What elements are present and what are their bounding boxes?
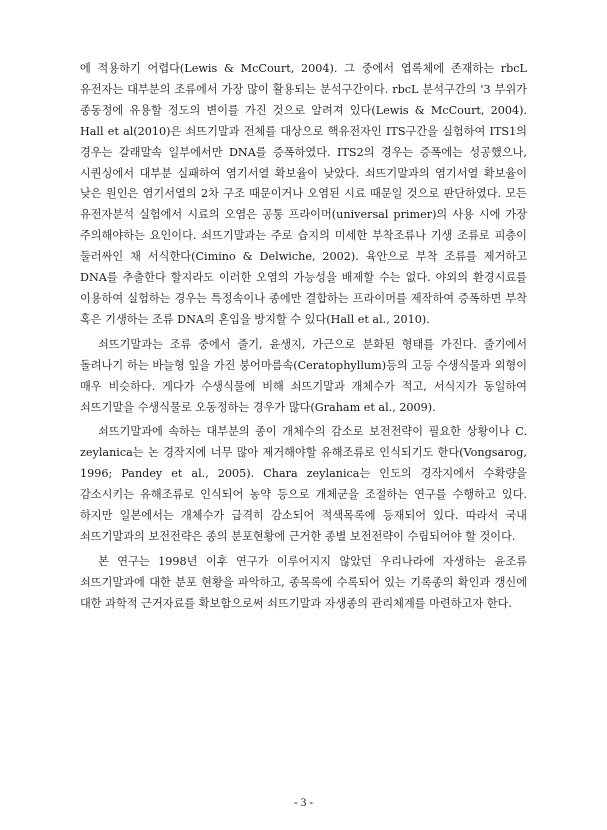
paragraph-2: 쇠뜨기말과는 조류 중에서 줄기, 윤생지, 가근으로 분화된 형태를 가진다. 줄기에서 돌려나기 하는 바늘형 잎을 가진 붕어마름속(Ceratophyllum)등의 고등 수생식물과 외형이 매우 비슷하다. 게다가 수생식물에 비해 쇠뜨기말과 개체수가 적고, 서식지가 동일하여 쇠뜨기말을 수생식물로 오동정하는 경우가 많다(Graham et al., 2009). bbox=[80, 337, 527, 414]
paragraph-1: 에 적용하기 어렵다(Lewis & McCourt, 2004). 그 중에서 엽록체에 존재하는 rbcL 유전자는 대부분의 조류에서 가장 많이 활용되는 분석구간이다. rbcL 분석구간의 '3 부위가 종동정에 유용할 정도의 변이를 가진 것으로 알려져 있다(Lewis & McCourt, 2004). Hall et al(2010)은 쇠뜨기말과 전체를 대상으로 핵유전자인 ITS구간을 실험하여 ITS1의 경우는 갈래말속 일부에서만 DNA를 증폭하였다. ITS2의 경우는 증폭에는 성공했으나, 시퀀싱에서 대부분 실패하여 염기서열 확보율이 낮았다. 쇠뜨기말과의 염기서열 확보율이 낮은 원인은 염기서열의 2차 구조 때문이거나 오염된 시료 때문일 것으로 판단하였다. 모든 유전자분석 실험에서 시료의 오염은 공통 프라이머(universal primer)의 사용 시에 가장 주의해야하는 요인이다. 쇠뜨기말과는 주로 습지의 미세한 부착조류나 기생 조류로 피층이 둘러싸인 채 서식한다(Cimino & Delwiche, 2002). 육안으로 부착 조류를 제거하고 DNA를 추출한다 할지라도 이러한 오염의 가능성을 배제할 수는 없다. 야외의 환경시료를 이용하여 실험하는 경우는 특정속이나 종에만 결합하는 프라이머를 제작하여 증폭하면 부착 혹은 기생하는 조류 DNA의 혼입을 방지할 수 있다(Hall et al., 2010). bbox=[80, 62, 527, 326]
page-number: - 3 - bbox=[293, 797, 314, 809]
body-text bbox=[80, 59, 527, 615]
paragraph-4: 본 연구는 1998년 이후 연구가 이루어지지 않았던 우리나라에 자생하는 윤조류 쇠뜨기말과에 대한 분포 현황을 파악하고, 종목록에 수록되어 있는 기록종의 확인과 갱신에 대한 과학적 근거자료를 확보함으로써 쇠뜨기말과 자생종의 관리체계를 마련하고자 한다. bbox=[80, 554, 527, 610]
paragraph-3: 쇠뜨기말과에 속하는 대부분의 종이 개체수의 감소로 보전전략이 필요한 상황이나 C. zeylanica는 논 경작지에 너무 많아 제거해야할 유해조류로 인식되기도 한다(Vongsarog, 1996; Pandey et al., 2005). Chara zeylanica는 인도의 경작지에서 수확량을 감소시키는 유해조류로 인식되어 농약 등으로 개체군을 조절하는 연구를 수행하고 있다. 하지만 일본에서는 개체수가 급격히 감소되어 적색목록에 등재되어 있다. 따라서 국내 쇠뜨기말과의 보전전략은 종의 분포현황에 근거한 종별 보전전략이 수립되어야 할 것이다. bbox=[80, 425, 527, 543]
